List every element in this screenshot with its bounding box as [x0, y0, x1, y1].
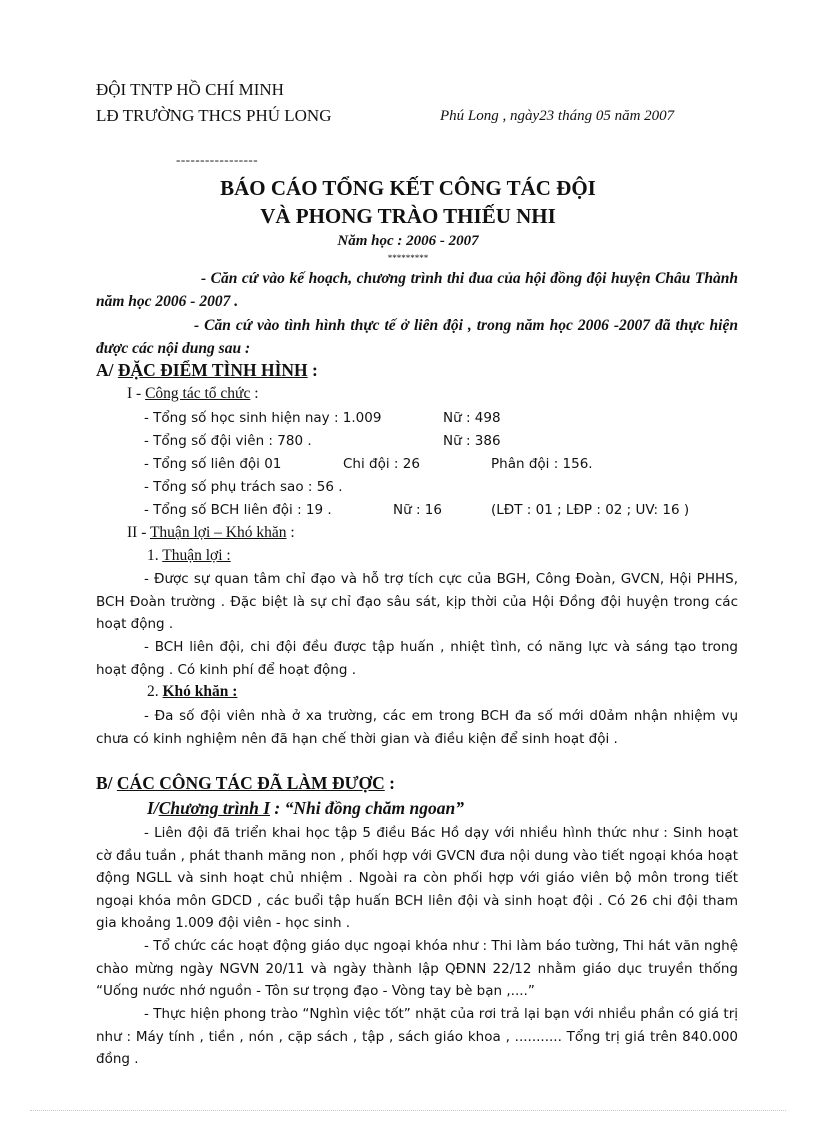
section-a-title: ĐẶC ĐIỂM TÌNH HÌNH [117, 360, 308, 380]
program-1-heading [147, 798, 464, 819]
section-b-prefix: B/ [96, 773, 117, 793]
difficulties-title: Khó khăn : [162, 683, 238, 700]
part-1-suffix: : [250, 385, 259, 402]
stat-bch-female: Nữ : 16 [393, 502, 442, 518]
section-a-heading [96, 360, 318, 381]
section-b-title: CÁC CÔNG TÁC ĐÃ LÀM ĐƯỢC [116, 773, 385, 793]
school-year: Năm học : 2006 - 2007 [337, 233, 479, 249]
intro-paragraph-1: - Căn cứ vào kế hoạch, chương trình thi đua của hội đồng đội huyện Châu Thành năm học 2006 - 2007 . [96, 270, 738, 310]
intro-paragraph-2: - Căn cứ vào tình hình thực tế ở liên đội , trong năm học 2006 -2007 đã thực hiện được các nội dung sau : [96, 317, 738, 357]
program-1-paragraph-3: - Thực hiện phong trào “Nghìn việc tốt” nhặt của rơi trả lại bạn với nhiều phần có giá trị như : Máy tính , tiền , nón , cặp sách , tập , sách giáo khoa , ........... Tổng trị giá trên 840.000 đồng . [96, 1006, 738, 1067]
section-a-prefix: A/ [96, 360, 118, 380]
part-2-title: Thuận lợi – Khó khăn [149, 524, 287, 541]
part-2-suffix: : [286, 524, 295, 541]
advantages-paragraph-2: - BCH liên đội, chi đội đều được tập huấn , nhiệt tình, có năng lực và sáng tạo trong hoạt động . Có kinh phí để hoạt động . [96, 639, 738, 678]
advantages-paragraph-1: - Được sự quan tâm chỉ đạo và hỗ trợ tích cực của BGH, Công Đoàn, GVCN, Hội PHHS, BCH Đoàn trường . Đặc biệt là sự chỉ đạo sâu sát, kịp thời của Hội Đồng đội huyện trong các hoạt động . [96, 571, 738, 632]
program-1-paragraph-1: - Liên đội đã triển khai học tập 5 điều Bác Hồ dạy với nhiều hình thức như : Sinh hoạt cờ đầu tuần , phát thanh măng non , phối hợp với GVCN đưa nội dung vào tiết ngoại khóa hoạt động NGLL và sinh hoạt chủ nhiệm . Ngoài ra còn phối hợp với giáo viên bộ môn trong tiết ngoại khóa môn GDCD , các buổi tập huấn BCH liên đội và sinh hoạt đội . Có 26 chi đội tham gia khoảng 1.009 đội viên - học sinh . [96, 825, 738, 931]
part-2-prefix: II - [127, 524, 150, 541]
page-bottom-rule [30, 1110, 786, 1111]
stat-phan-doi: Phân đội : 156. [491, 456, 593, 472]
program-1-title: Chương trình I [158, 798, 271, 818]
stat-bch-detail: (LĐT : 01 ; LĐP : 02 ; UV: 16 ) [491, 502, 690, 518]
program-1-suffix: : “Nhi đồng chăm ngoan” [270, 798, 465, 818]
stat-students: - Tổng số học sinh hiện nay : 1.009 [144, 410, 382, 426]
section-b-heading [96, 773, 395, 794]
stat-members-female: Nữ : 386 [443, 433, 501, 449]
program-1-prefix: I/ [147, 798, 159, 818]
difficulties-heading [147, 683, 237, 701]
part-1-title: Công tác tổ chức [145, 385, 251, 402]
stat-students-female: Nữ : 498 [443, 410, 501, 426]
part-1-prefix: I - [127, 385, 146, 402]
difficulties-paragraph-1: - Đa số đội viên nhà ở xa trường, các em trong BCH đa số mới d0ảm nhận nhiệm vụ chưa có kinh nghiệm nên đã hạn chế thời gian và điều kiện để sinh hoạt đội . [96, 708, 738, 747]
stat-members: - Tổng số đội viên : 780 . [144, 433, 312, 449]
advantages-heading [147, 547, 231, 565]
part-2-heading [127, 524, 295, 542]
advantages-title: Thuận lợi : [162, 547, 231, 564]
part-1-heading [127, 385, 259, 403]
header-dashes: ----------------- [176, 152, 259, 167]
difficulties-prefix: 2. [147, 683, 163, 700]
org-name: ĐỘI TNTP HỒ CHÍ MINH [96, 80, 284, 99]
program-1-paragraph-2: - Tổ chức các hoạt động giáo dục ngoại khóa như : Thi làm báo tường, Thi hát văn nghệ chào mừng ngày NGVN 20/11 và ngày thành lập QĐNN 22/12 nhằm giáo dục truyền thống “Uống nước nhớ nguồn - Tôn sư trọng đạo - Vòng tay bè bạn ,....” [96, 938, 738, 999]
stat-sao: - Tổng số phụ trách sao : 56 . [144, 479, 343, 495]
stat-bch: - Tổng số BCH liên đội : 19 . [144, 502, 332, 518]
section-b-suffix: : [384, 773, 395, 793]
section-a-suffix: : [307, 360, 318, 380]
report-title-line2: VÀ PHONG TRÀO THIẾU NHI [260, 204, 556, 228]
report-title-line1: BÁO CÁO TỔNG KẾT CÔNG TÁC ĐỘI [220, 176, 596, 200]
stat-branches: - Tổng số liên đội 01 [144, 456, 282, 472]
school-name: LĐ TRƯỜNG THCS PHÚ LONG [96, 106, 332, 125]
document-date: Phú Long , ngày23 tháng 05 năm 2007 [440, 108, 675, 124]
title-stars: ********* [387, 253, 429, 263]
stat-chi-doi: Chi đội : 26 [343, 456, 420, 472]
advantages-prefix: 1. [147, 547, 163, 564]
